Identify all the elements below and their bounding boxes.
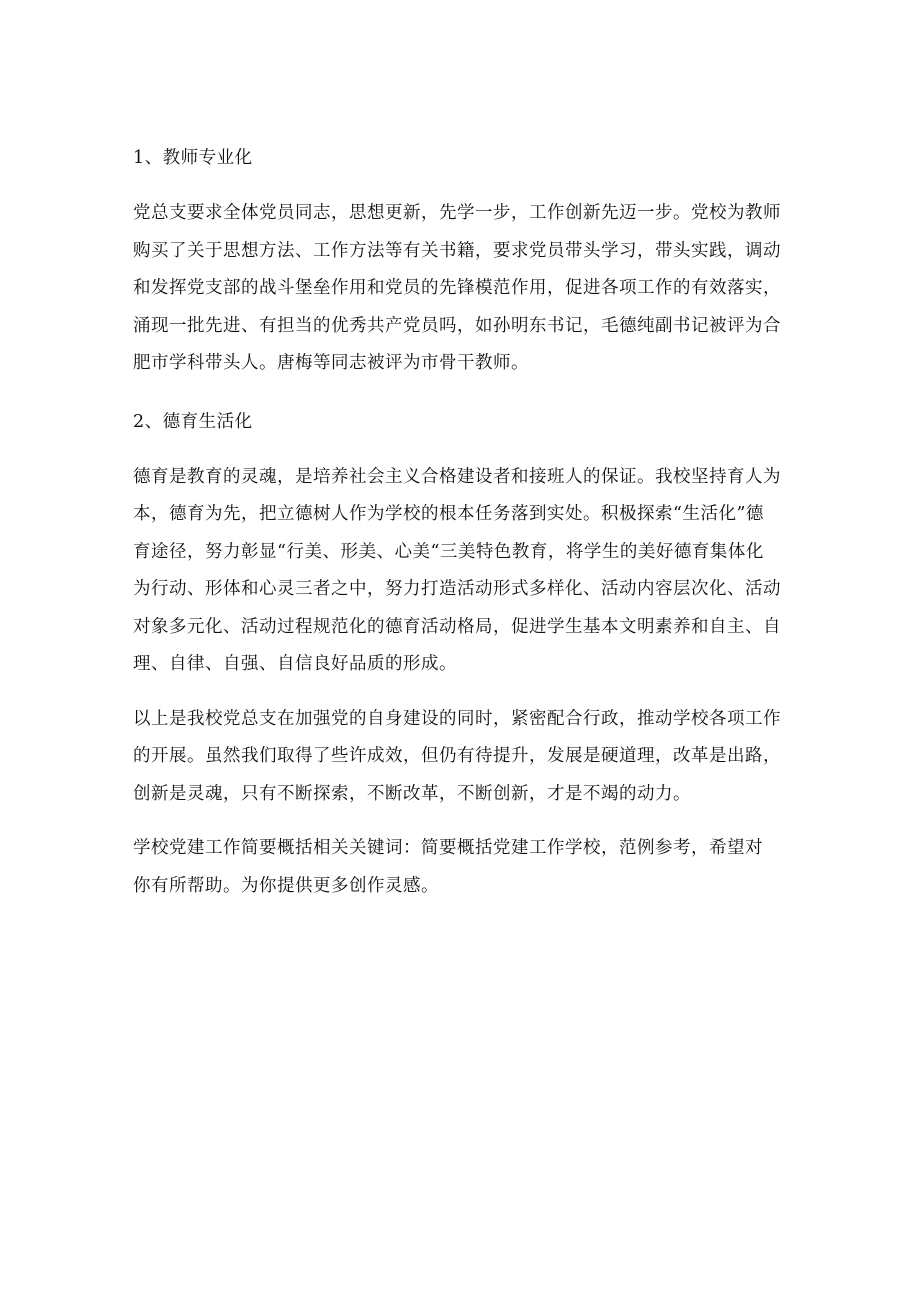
text-line: 德育是教育的灵魂，是培养社会主义合格建设者和接班人的保证。我校坚持育人为 (133, 466, 781, 487)
text-line: 和发挥党支部的战斗堡垒作用和党员的先锋模范作用，促进各项工作的有效落实， (133, 278, 781, 298)
text-line: 理、自律、自强、自信良好品质的形成。 (133, 654, 457, 674)
text-line: 为行动、形体和心灵三者之中，努力打造活动形式多样化、活动内容层次化、活动 (133, 579, 781, 599)
text-line: 以上是我校党总支在加强党的自身建设的同时，紧密配合行政，推动学校各项工作 (133, 708, 781, 729)
text-line: 对象多元化、活动过程规范化的德育活动格局，促进学生基本文明素养和自主、自 (133, 616, 781, 637)
paragraph-moral-education (133, 459, 803, 684)
text-line: 肥市学科带头人。唐梅等同志被评为市骨干教师。 (133, 353, 529, 373)
paragraph-keywords (133, 830, 803, 905)
text-line: 育途径，努力彰显“行美、形美、心美“三美特色教育，将学生的美好德育集体化 (133, 541, 764, 562)
text-line: 你有所帮助。为你提供更多创作灵感。 (133, 875, 439, 896)
text-line: 党总支要求全体党员同志，思想更新，先学一步，工作创新先迈一步。党校为教师 (133, 203, 781, 223)
text-line: 的开展。虽然我们取得了些许成效，但仍有待提升，发展是硬道理，改革是出路， (133, 746, 781, 766)
section-heading-teacher-professionalization: 1、教师专业化 (133, 148, 253, 168)
text-line: 创新是灵魂，只有不断探索，不断改革，不断创新，才是不竭的动力。 (133, 783, 691, 804)
document-body (133, 136, 803, 922)
text-line: 学校党建工作简要概括相关关键词：简要概括党建工作学校，范例参考，希望对 (133, 838, 763, 858)
paragraph-summary (133, 701, 803, 814)
text-line: 本，德育为先，把立德树人作为学校的根本任务落到实处。积极探索“生活化”德 (133, 504, 764, 524)
section-heading-moral-education: 2、德育生活化 (133, 411, 253, 432)
text-line: 涌现一批先进、有担当的优秀共产党员吗，如孙明东书记，毛德纯副书记被评为合 (133, 315, 781, 336)
text-line: 购买了关于思想方法、工作方法等有关书籍，要求党员带头学习，带头实践，调动 (133, 240, 781, 261)
paragraph-teacher-professionalization (133, 195, 803, 383)
